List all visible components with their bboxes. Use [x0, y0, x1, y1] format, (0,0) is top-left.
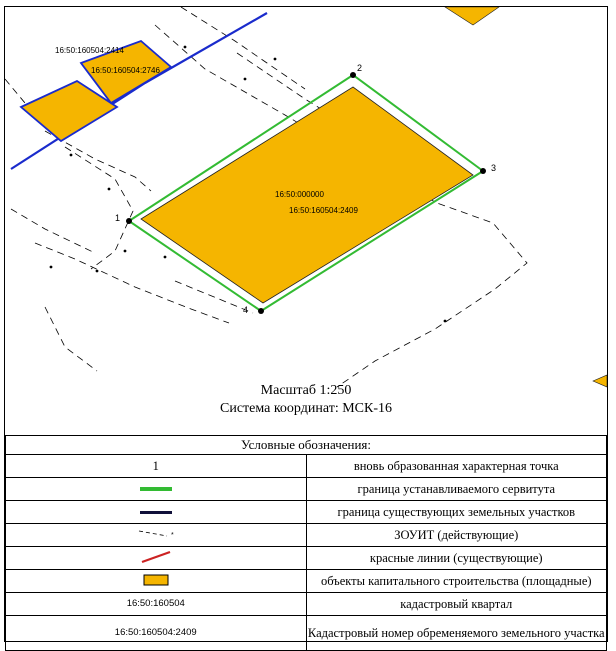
- legend-row: [6, 593, 607, 616]
- legend-symbol-red-line: [6, 547, 307, 570]
- neighbor-label-2746: 16:50:160504:2746: [91, 66, 160, 75]
- legend-row: [6, 547, 607, 570]
- legend-row: [6, 478, 607, 501]
- legend-title: Условные обозначения:: [6, 436, 607, 455]
- point-1-marker: [126, 218, 132, 224]
- map-frame: [4, 6, 608, 642]
- green-line-icon: [136, 485, 176, 493]
- legend-description: объекты капитального строительства (площадные): [306, 570, 607, 593]
- point-4-label: 4: [243, 305, 249, 315]
- point-3-marker: [480, 168, 486, 174]
- red-line-icon: [136, 550, 176, 564]
- neighbor-label-2414: 16:50:160504:2414: [55, 46, 124, 55]
- existing-boundaries: [11, 13, 267, 169]
- legend-symbol-cadastral-number: 16:50:160504:2409: [6, 616, 307, 651]
- legend-row: [6, 616, 607, 651]
- legend-description: граница существующих земельных участков: [306, 501, 607, 524]
- legend-table: [5, 435, 607, 651]
- legend-symbol-quarter-code: 16:50:160504: [6, 593, 307, 616]
- parcel-label-quarter: 16:50:000000: [275, 190, 324, 199]
- legend-symbol-dashed-line: [6, 524, 307, 547]
- dashed-line-icon: [131, 527, 181, 541]
- scale-text: Масштаб 1:250: [260, 383, 352, 398]
- map-canvas: [5, 7, 607, 435]
- legend-symbol-green-line: [6, 478, 307, 501]
- legend-row: [6, 570, 607, 593]
- parcel-label-cadastral: 16:50:160504:2409: [289, 206, 358, 215]
- point-1-label: 1: [115, 213, 121, 223]
- point-2-marker: [350, 72, 356, 78]
- legend-row: [6, 524, 607, 547]
- svg-text:*: *: [170, 531, 174, 539]
- building-partial-top: [445, 7, 499, 25]
- legend-description: красные линии (существующие): [306, 547, 607, 570]
- legend-row: [6, 501, 607, 524]
- legend-row: [6, 455, 607, 478]
- dark-line-icon: [136, 508, 176, 516]
- point-2-label: 2: [357, 63, 363, 73]
- coordinate-system-text: Система координат: МСК-16: [219, 401, 392, 416]
- legend-description: кадастровый квартал: [306, 593, 607, 616]
- point-4-marker: [258, 308, 264, 314]
- legend-symbol-point-number: [6, 455, 307, 478]
- legend-symbol-text: 1: [152, 459, 159, 473]
- legend-description: Кадастровый номер обременяемого земельного участка: [306, 616, 607, 651]
- legend-description: граница устанавливаемого сервитута: [306, 478, 607, 501]
- legend-description: ЗОУИТ (действующие): [306, 524, 607, 547]
- point-3-label: 3: [491, 163, 497, 173]
- yellow-box-icon: [136, 574, 176, 586]
- legend-symbol-yellow-box: [6, 570, 307, 593]
- legend-symbol-dark-line: [6, 501, 307, 524]
- legend-description: вновь образованная характерная точка: [306, 455, 607, 478]
